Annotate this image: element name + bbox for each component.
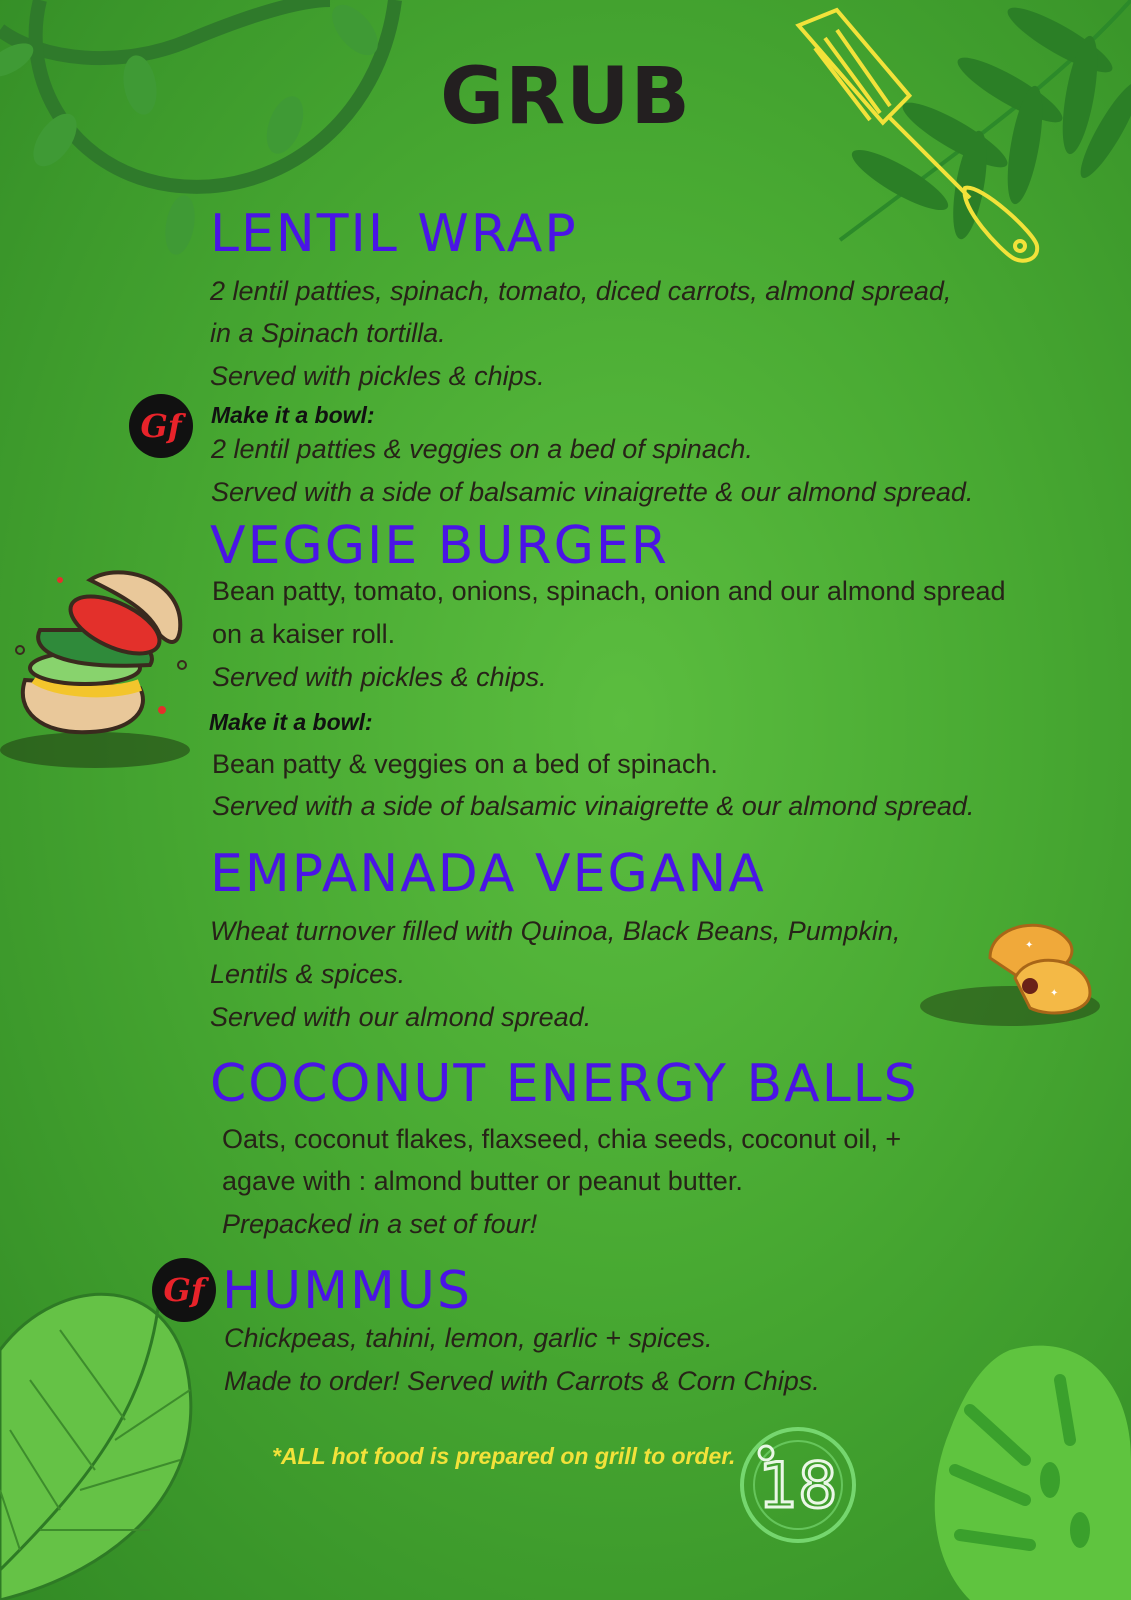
item-desc-line: Chickpeas, tahini, lemon, garlic + spices. — [224, 1323, 713, 1353]
item-desc-line: Oats, coconut flakes, flaxseed, chia seeds, coconut oil, + — [222, 1124, 902, 1154]
monstera-leaf-decoration — [930, 1340, 1131, 1600]
item-desc-line: Bean patty, tomato, onions, spinach, onion and our almond spread — [212, 576, 1006, 606]
item-title-empanada-vegana: EMPANADA VEGANA — [210, 844, 766, 904]
banana-leaf-decoration — [0, 1270, 200, 1600]
item-title-hummus: HUMMUS — [222, 1261, 472, 1321]
logo-18 — [738, 1425, 858, 1545]
bowl-label: Make it a bowl: — [211, 402, 375, 428]
item-desc-line: Wheat turnover filled with Quinoa, Black Beans, Pumpkin, — [210, 916, 901, 946]
item-desc-line: Served with our almond spread. — [210, 1002, 592, 1032]
item-title-lentil-wrap: LENTIL WRAP — [210, 204, 578, 264]
logo-text: 18 — [758, 1449, 838, 1522]
bowl-desc-line: Served with a side of balsamic vinaigrette & our almond spread. — [211, 477, 974, 507]
svg-text:✦: ✦ — [1025, 940, 1034, 951]
bowl-desc-line: Bean patty & veggies on a bed of spinach. — [212, 749, 718, 779]
item-desc-line: Lentils & spices. — [210, 959, 406, 989]
footnote: *ALL hot food is prepared on grill to order. — [272, 1443, 736, 1469]
gluten-free-badge: Gf — [152, 1258, 216, 1322]
item-title-coconut-energy-balls: COCONUT ENERGY BALLS — [210, 1054, 919, 1114]
svg-text:✦: ✦ — [1050, 988, 1059, 999]
bowl-desc-line: Served with a side of balsamic vinaigrette & our almond spread. — [212, 791, 975, 821]
item-desc-line: Made to order! Served with Carrots & Corn Chips. — [224, 1366, 820, 1396]
empanada-icon — [930, 918, 1131, 1038]
gluten-free-badge: Gf — [129, 394, 193, 458]
item-desc-line: Served with pickles & chips. — [212, 662, 547, 692]
burger-icon — [0, 560, 190, 770]
page-title: GRUB — [440, 52, 691, 142]
item-desc-line: Prepacked in a set of four! — [222, 1209, 538, 1239]
item-desc-line: on a kaiser roll. — [212, 619, 396, 649]
item-desc-line: agave with : almond butter or peanut butter. — [222, 1166, 743, 1196]
item-desc-line: 2 lentil patties, spinach, tomato, diced carrots, almond spread, — [210, 276, 952, 306]
item-title-veggie-burger: VEGGIE BURGER — [210, 516, 669, 576]
item-desc-line: Served with pickles & chips. — [210, 361, 545, 391]
item-desc-line: in a Spinach tortilla. — [210, 318, 446, 348]
bowl-desc-line: 2 lentil patties & veggies on a bed of spinach. — [211, 434, 753, 464]
bowl-label: Make it a bowl: — [209, 709, 373, 735]
